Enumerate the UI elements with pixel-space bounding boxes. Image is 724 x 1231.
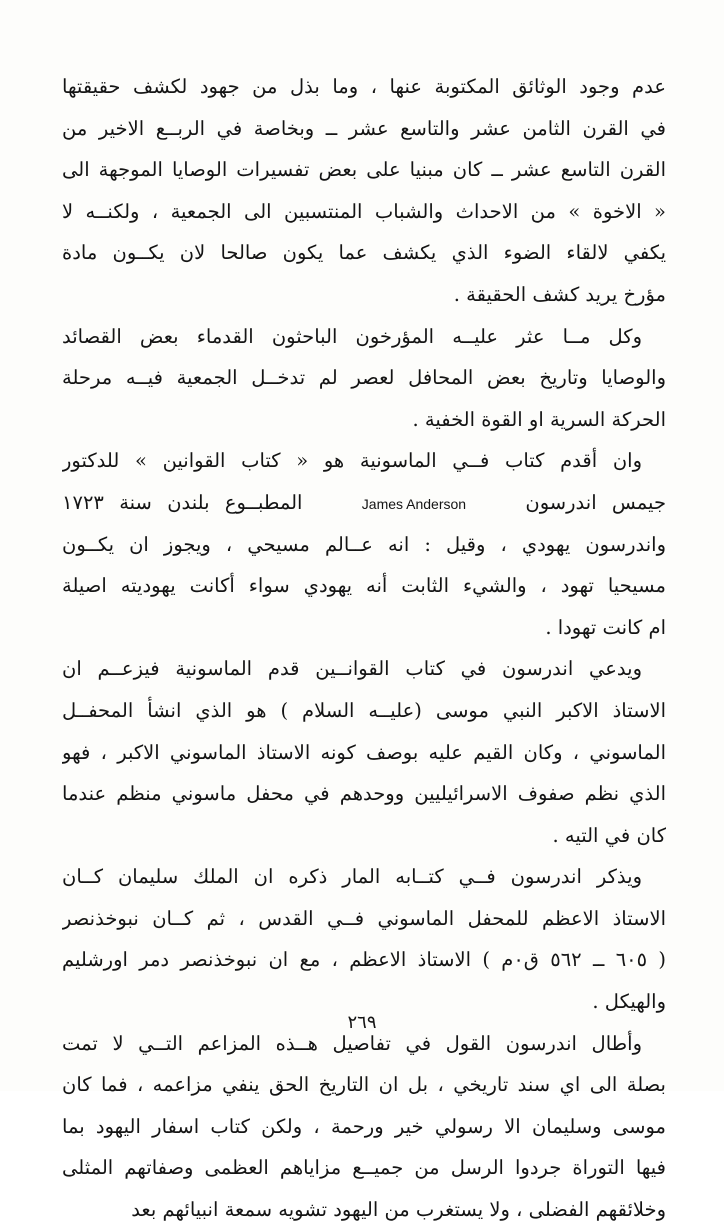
text-line: الذي نظم صفوف الاسرائيليين ووحدهم في محفل ماسوني منظم عندما [62, 782, 666, 806]
text-line: والهيكل . [592, 990, 666, 1014]
text-line: ( ٦٠٥ ــ ٥٦٢ ق٠م ) الاستاذ الاعظم ، مع ان نبوخذنصر دمر اورشليم [62, 948, 666, 972]
page-number: ٢٦٩ [347, 1012, 377, 1033]
text-line: القرن التاسع عشر ــ كان مبنيا على بعض تفسيرات الوصايا الموجهة الى [62, 158, 666, 182]
text-line: في القرن الثامن عشر والتاسع عشر ــ وبخاصة في الربــع الاخير من [62, 116, 666, 140]
text-line: وان أقدم كتاب فــي الماسونية هو « كتاب القوانين » للدكتور [62, 449, 642, 473]
text-line: ام كانت تهودا . [545, 615, 666, 639]
body-text [62, 66, 666, 1231]
text-line: الحركة السرية او القوة الخفية . [412, 407, 666, 431]
text-line: واندرسون يهودي ، وقيل : انه عــالم مسيحي ، ويجوز ان يكــون [62, 532, 666, 556]
publication-info: المطبــوع بلندن سنة ١٧٢٣ [62, 490, 303, 514]
text-line: وأطال اندرسون القول في تفاصيل هــذه المزاعم التــي لا تمت [62, 1031, 642, 1055]
text-line: وخلائقهم الفضلى ، ولا يستغرب من اليهود تشويه سمعة انبيائهم بعد [131, 1198, 666, 1222]
text-line: الماسوني ، وكان القيم عليه بوصف كونه الاستاذ الماسوني الاكبر ، فهو [62, 740, 666, 764]
text-line: ويدعي اندرسون في كتاب القوانــين قدم الماسونية فيزعــم ان [62, 657, 642, 681]
text-line: مسيحيا تهود ، والشيء الثابت أنه يهودي سواء أكانت يهوديته اصيلة [62, 574, 666, 598]
text-line: « الاخوة » من الاحداث والشباب المنتسبين الى الجمعية ، ولكنــه لا [62, 199, 666, 223]
text-line: وكل مــا عثر عليــه المؤرخون الباحثون القدماء بعض القصائد [62, 324, 642, 348]
text-line: والوصايا وتاريخ بعض المحافل لعصر لم تدخــل الجمعية فيــه مرحلة [62, 366, 666, 390]
text-line: فيها التوراة جردوا الرسل من جميــع مزاياهم العظمى وصفاتهم المثلى [62, 1156, 666, 1180]
text-line: كان في التيه . [552, 823, 666, 847]
text-line: الاستاذ الاكبر النبي موسى (عليــه السلام ) هو الذي انشأ المحفــل [62, 698, 666, 722]
text-line: موسى وسليمان الا رسولي خير ورحمة ، ولكن كتاب اسفار اليهود بما [62, 1114, 666, 1138]
text-line: بصلة الى اي سند تاريخي ، بل ان التاريخ الحق ينفي مزاعمه ، فما كان [62, 1073, 666, 1097]
author-name-arabic: جيمس اندرسون [525, 490, 666, 514]
text-line [62, 482, 666, 524]
author-name-latin: James Anderson [361, 495, 467, 512]
text-line: ويذكر اندرسون فــي كتــابه المار ذكره ان الملك سليمان كــان [62, 865, 642, 889]
text-line: يكفي لالقاء الضوء الذي يكشف عما يكون صالحا لان يكــون مادة [62, 241, 666, 265]
text-line: الاستاذ الاعظم للمحفل الماسوني فــي القدس ، ثم كــان نبوخذنصر [62, 906, 666, 930]
text-line: مؤرخ يريد كشف الحقيقة . [453, 282, 666, 306]
text-line: عدم وجود الوثائق المكتوبة عنها ، وما بذل من جهود لكشف حقيقتها [62, 75, 666, 98]
